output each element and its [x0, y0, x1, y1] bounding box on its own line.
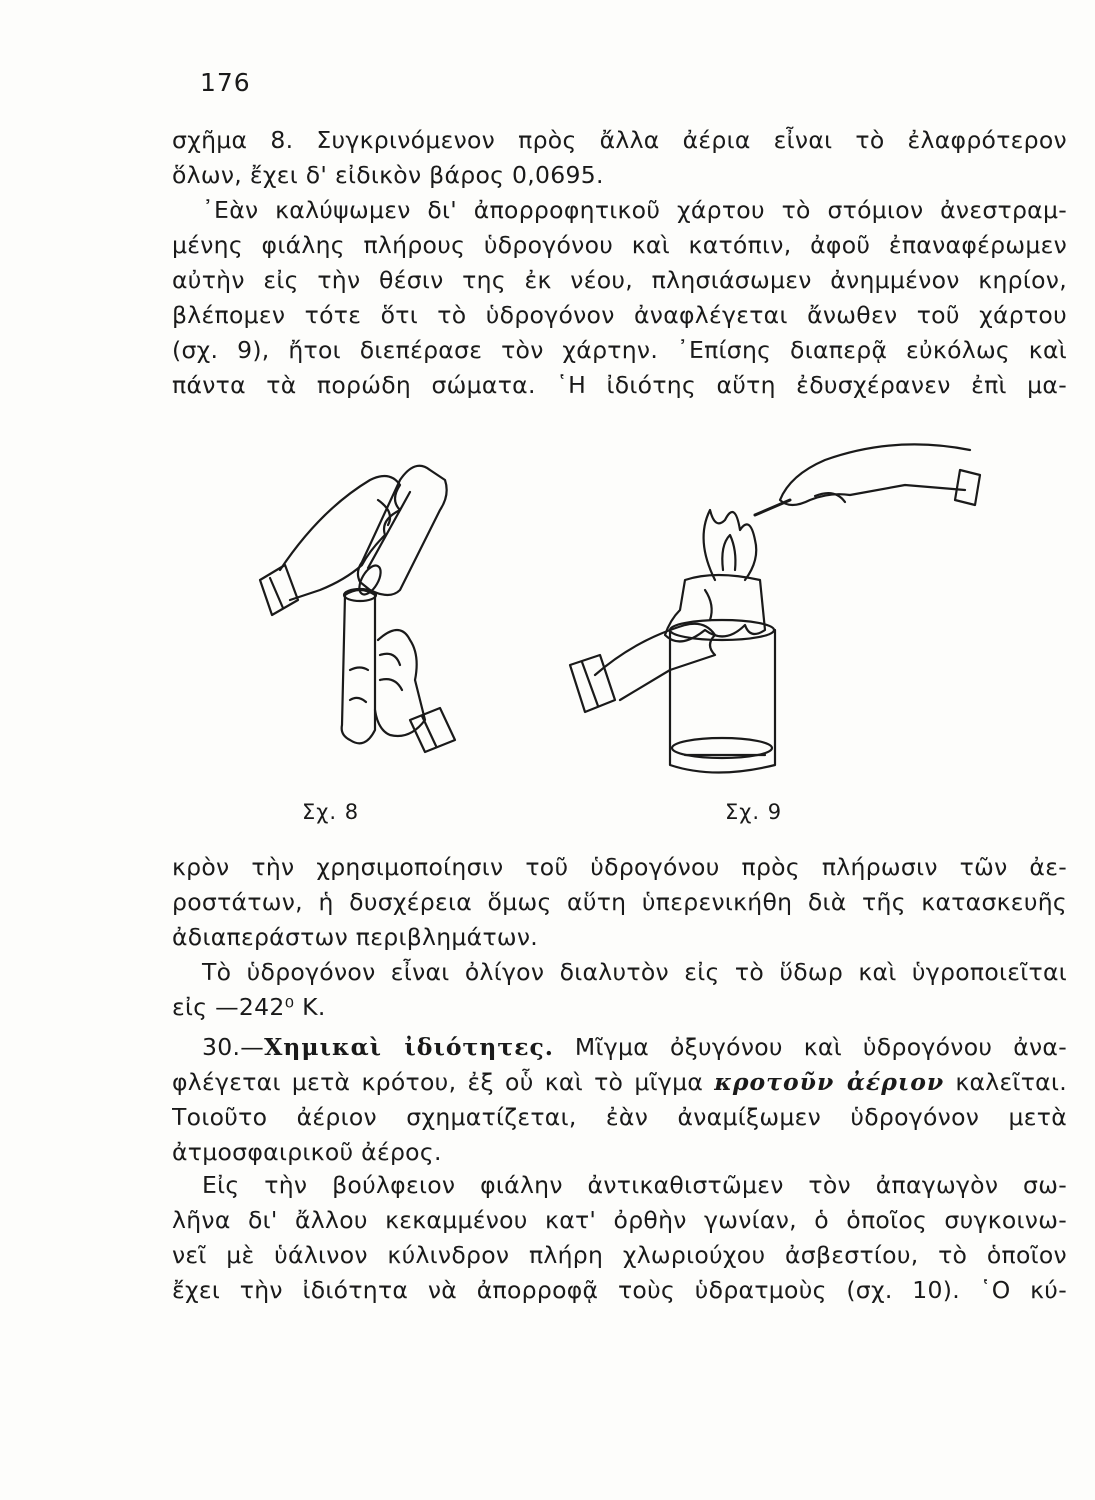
text-line: ἀτμοσφαιρικοῦ ἀέρος.: [172, 1138, 442, 1166]
text-segment: φλέγεται μετὰ κρότου, ἐξ οὗ καὶ τὸ μῖγμα: [172, 1068, 715, 1096]
paragraph-1: [172, 123, 1067, 403]
text-line: [172, 1065, 1067, 1100]
figure-9-caption: Σχ. 9: [725, 800, 783, 824]
text-line: εἰς —242⁰ Κ.: [172, 993, 326, 1021]
text-segment: καλεῖται.: [944, 1068, 1067, 1096]
text-line: πάντα τὰ πορώδη σώματα. ῾Η ἰδιότης αὕτη ἐδυσχέρανεν ἐπὶ μα-: [172, 371, 1067, 399]
text-line: Εἰς τὴν βούλφειον φιάλην ἀντικαθιστῶμεν τὸν ἀπαγωγὸν σω-: [202, 1171, 1067, 1199]
text-line: λῆνα δι' ἄλλου κεκαμμένου κατ' ὀρθὴν γωνίαν, ὁ ὁποῖος συγκοινω-: [172, 1206, 1067, 1234]
text-line: Τοιοῦτο ἀέριον σχηματίζεται, ἐὰν ἀναμίξωμεν ὑδρογόνον μετὰ: [172, 1103, 1067, 1131]
text-line: μένης φιάλης πλήρους ὑδρογόνου καὶ κατόπιν, ἀφοῦ ἐπαναφέρωμεν: [172, 231, 1067, 259]
figure-9-illustration: [565, 430, 985, 790]
text-line: Τὸ ὑδρογόνον εἶναι ὀλίγον διαλυτὸν εἰς τὸ ὕδωρ καὶ ὑγροποιεῖται: [202, 958, 1067, 986]
paragraph-3: [172, 850, 1067, 1025]
section-number: 30.—: [202, 1033, 265, 1061]
text-line: ὅλων, ἔχει δ' εἰδικὸν βάρος 0,0695.: [172, 161, 604, 189]
figure-8-illustration: [250, 440, 480, 780]
text-line: (σχ. 9), ἤτοι διεπέρασε τὸν χάρτην. ᾽Επίσης διαπερᾷ εὐκόλως καὶ: [172, 336, 1067, 364]
text-segment: Μῖγμα ὀξυγόνου καὶ ὑδρογόνου ἀνα-: [553, 1033, 1067, 1061]
text-line: νεῖ μὲ ὑάλινον κύλινδρον πλήρη χλωριούχου ἀσβεστίου, τὸ ὁποῖον: [172, 1241, 1067, 1269]
section-heading: Χημικαὶ ἰδιότητες.: [264, 1033, 554, 1061]
text-line: ἔχει τὴν ἰδιότητα νὰ ἀπορροφᾷ τοὺς ὑδρατμοὺς (σχ. 10). ῾Ο κύ-: [172, 1276, 1067, 1304]
emphasized-term: κροτοῦν ἀέριον: [714, 1068, 945, 1096]
text-line: κρὸν τὴν χρησιμοποίησιν τοῦ ὑδρογόνου πρὸς πλήρωσιν τῶν ἀε-: [172, 853, 1067, 881]
text-line: [172, 1030, 1067, 1065]
paragraph-5: [172, 1030, 1067, 1170]
text-line: σχῆμα 8. Συγκρινόμενον πρὸς ἄλλα ἀέρια εἶναι τὸ ἐλαφρότερον: [172, 126, 1067, 154]
text-line: βλέπομεν τότε ὅτι τὸ ὑδρογόνον ἀναφλέγεται ἄνωθεν τοῦ χάρτου: [172, 301, 1067, 329]
figure-8-caption: Σχ. 8: [302, 800, 360, 824]
page-number: 176: [200, 68, 251, 97]
text-line: αὐτὴν εἰς τὴν θέσιν της ἐκ νέου, πλησιάσωμεν ἀνημμένον κηρίον,: [172, 266, 1067, 294]
paragraph-6: [172, 1168, 1067, 1308]
text-line: ροστάτων, ἡ δυσχέρεια ὅμως αὕτη ὑπερενικήθη διὰ τῆς κατασκευῆς: [172, 888, 1067, 916]
text-line: ἀδιαπεράστων περιβλημάτων.: [172, 923, 539, 951]
text-line: ᾽Εὰν καλύψωμεν δι' ἀπορροφητικοῦ χάρτου τὸ στόμιον ἀνεστραμ-: [202, 196, 1067, 224]
